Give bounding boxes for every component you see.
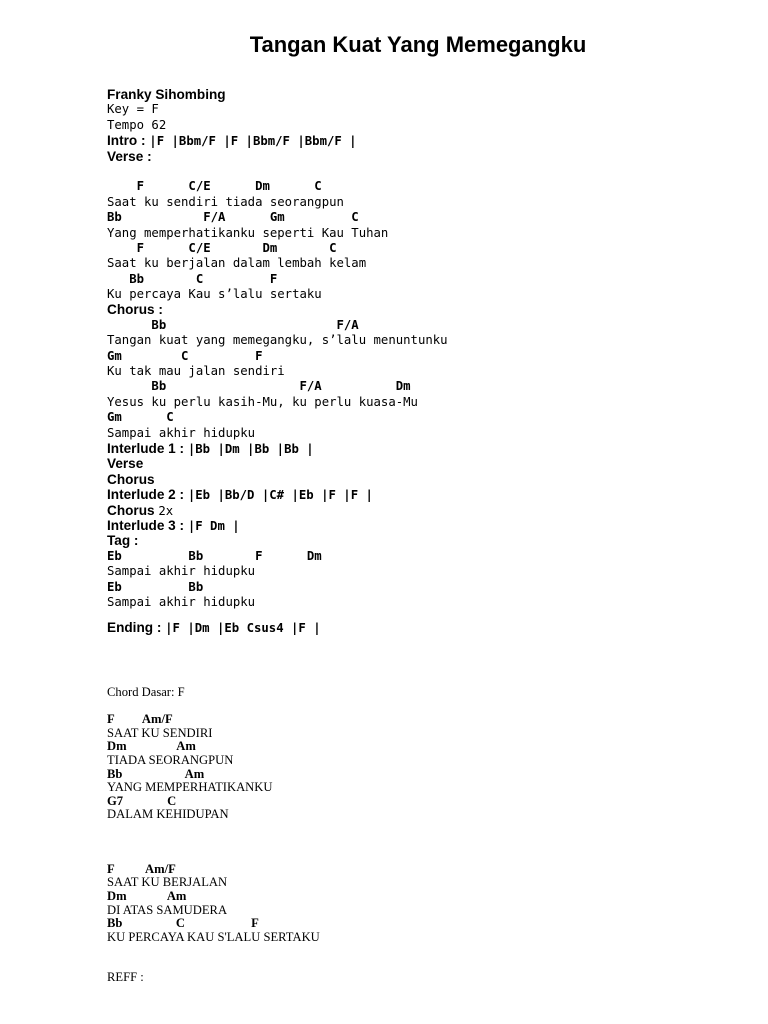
chord-line: Dm Am	[107, 888, 187, 903]
chord-line: Bb C F	[107, 916, 259, 931]
chord-line: Eb Bb F Dm	[107, 548, 322, 563]
chorus-label: Chorus :	[107, 302, 163, 318]
chord-line: Gm C	[107, 410, 174, 425]
interlude-1-chords: |Bb |Dm |Bb |Bb |	[187, 441, 314, 456]
interlude-1-line	[107, 441, 747, 456]
lyric-line: SAAT KU SENDIRI	[107, 725, 213, 740]
lyric-line: Ku percaya Kau s’lalu sertaku	[107, 287, 322, 302]
ending-chords-b: |F |	[283, 621, 321, 636]
lyric-line: Yang memperhatikanku seperti Kau Tuhan	[107, 225, 389, 240]
basic-chord-section	[107, 686, 707, 985]
chord-line: Bb F/A	[107, 317, 359, 332]
interlude-1-label: Interlude 1 :	[107, 440, 188, 456]
interlude-2-chords: |Eb |Bb/D |C# |Eb |F |F |	[187, 488, 373, 503]
chord-line: Gm C F	[107, 348, 263, 363]
verse-repeat-label: Verse	[107, 456, 144, 472]
interlude-3-chords: |F Dm |	[187, 518, 240, 533]
song-title: Tangan Kuat Yang Memegangku	[249, 32, 587, 57]
ending-label: Ending :	[107, 620, 166, 636]
lyric-line: SAAT KU BERJALAN	[107, 875, 228, 890]
spacer	[107, 849, 707, 863]
lyric-line: Yesus ku perlu kasih-Mu, ku perlu kuasa-Mu	[107, 394, 418, 409]
intro-chords: |F |Bbm/F |F |Bbm/F |Bbm/F |	[149, 134, 357, 149]
intro-label: Intro :	[107, 133, 150, 149]
spacer	[107, 700, 707, 714]
chorus-2x-line	[107, 503, 747, 518]
lyric-line: DALAM KEHIDUPAN	[107, 807, 229, 822]
lyric-line: Sampai akhir hidupku	[107, 564, 256, 579]
lyric-line: Saat ku sendiri tiada seorangpun	[107, 194, 344, 209]
chord-line: Bb C F	[107, 271, 278, 286]
interlude-2-label: Interlude 2 :	[107, 487, 188, 503]
lyric-line: Ku tak mau jalan sendiri	[107, 364, 285, 379]
chord-line: F Am/F	[107, 861, 176, 876]
lyric-line: Sampai akhir hidupku	[107, 425, 256, 440]
lyric-line: KU PERCAYA KAU S'LALU SERTAKU	[107, 929, 320, 944]
chord-line: Bb F/A Dm	[107, 379, 411, 394]
chord-sheet	[107, 87, 747, 636]
spacer	[107, 944, 707, 958]
basic-chord-heading: Chord Dasar: F	[107, 685, 185, 699]
chord-line: Dm Am	[107, 739, 196, 754]
spacer	[107, 164, 747, 179]
verse-label: Verse :	[107, 148, 152, 164]
chord-line: Bb F/A Gm C	[107, 210, 359, 225]
intro-line	[107, 133, 747, 148]
chord-line: F Am/F	[107, 712, 173, 727]
chord-line: F C/E Dm C	[107, 240, 337, 255]
spacer	[107, 958, 707, 972]
tempo-line: Tempo 62	[107, 117, 167, 132]
reff-label: REFF :	[107, 970, 144, 985]
artist-name: Franky Sihombing	[107, 87, 226, 102]
lyric-line: TIADA SEORANGPUN	[107, 752, 234, 767]
lyric-line: Saat ku berjalan dalam lembah kelam	[107, 256, 367, 271]
chorus-2x-label: Chorus	[107, 502, 159, 518]
ending-chord-suffix: sus4	[253, 621, 284, 636]
spacer	[107, 836, 707, 850]
chord-line: G7 C	[107, 793, 177, 808]
chord-line: F C/E Dm C	[107, 179, 322, 194]
ending-line	[107, 620, 747, 635]
spacer	[107, 822, 707, 836]
chorus-repeat-label: Chorus	[107, 471, 155, 487]
chord-line: Bb Am	[107, 766, 205, 781]
interlude-3-label: Interlude 3 :	[107, 517, 188, 533]
chorus-2x-value: 2x	[158, 503, 174, 518]
chord-line: Eb Bb	[107, 579, 204, 594]
lyric-line: Tangan kuat yang memegangku, s’lalu menuntunku	[107, 333, 448, 348]
interlude-2-line	[107, 487, 747, 502]
lyric-line: DI ATAS SAMUDERA	[107, 902, 228, 917]
key-line: Key = F	[107, 102, 159, 117]
interlude-3-line	[107, 518, 747, 533]
ending-chords-a: |F |Dm |Eb C	[165, 621, 254, 636]
tag-label: Tag :	[107, 533, 139, 549]
lyric-line: YANG MEMPERHATIKANKU	[107, 780, 273, 795]
lyric-line: Sampai akhir hidupku	[107, 594, 256, 609]
